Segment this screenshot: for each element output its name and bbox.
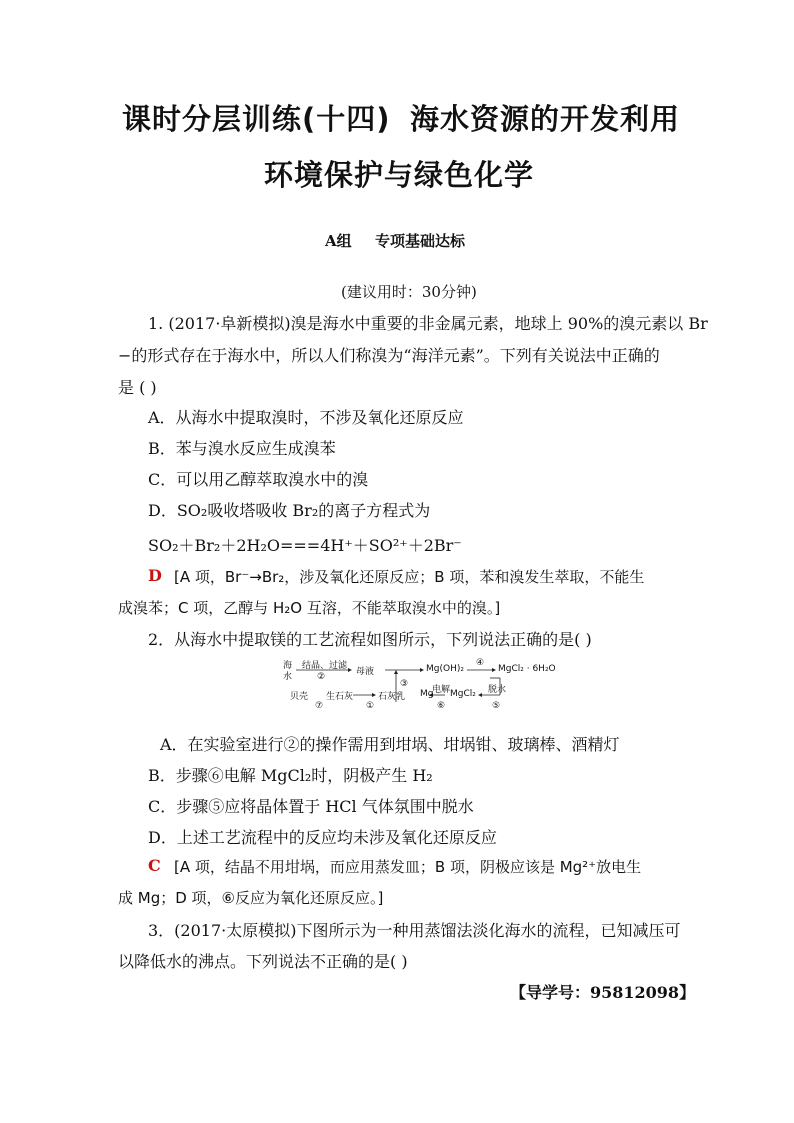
q2-stem: 2．从海水中提取镁的工艺流程如图所示，下列说法正确的是( )	[148, 630, 592, 649]
time-hint: (建议用时：30分钟)	[341, 283, 477, 301]
group-label: A组	[325, 232, 352, 250]
q1-analysis-line1: [A 项，Br⁻→Br₂，涉及氧化还原反应；B 项，苯和溴发生萃取，不能生	[174, 568, 645, 586]
group-name: 专项基础达标	[375, 232, 466, 250]
diagram-dehydrate: 脱水	[488, 685, 507, 695]
q2-answer: C	[148, 856, 161, 875]
q1-option-c: C．可以用乙醇萃取溴水中的溴	[148, 470, 369, 489]
diagram-seawater-bottom: 水	[283, 672, 293, 682]
diagram-quicklime: 生石灰	[326, 692, 354, 702]
diagram-step-crystallize: 结晶、过滤	[302, 661, 348, 671]
diagram-step-4: ④	[476, 658, 485, 668]
q1-option-b: B．苯与溴水反应生成溴苯	[148, 439, 336, 458]
diagram-mgcl2: MgCl₂	[450, 689, 476, 699]
q2-option-a: A．在实验室进行②的操作需用到坩埚、坩埚钳、玻璃棒、酒精灯	[160, 735, 620, 754]
diagram-step-7: ⑦	[315, 701, 324, 711]
diagram-step-2: ②	[317, 672, 326, 682]
diagram-step-3: ③	[400, 679, 409, 689]
page-title-part2: 海水资源的开发利用	[410, 102, 681, 136]
q1-analysis-line2: 成溴苯；C 项，乙醇与 H₂O 互溶，不能萃取溴水中的溴。]	[118, 599, 501, 617]
diagram-step-1: ①	[366, 701, 375, 711]
diagram-mgoh2: Mg(OH)₂	[426, 664, 464, 674]
mg-extraction-diagram	[280, 658, 556, 718]
q1-answer: D	[148, 566, 162, 585]
q2-option-c: C．步骤⑤应将晶体置于 HCl 气体氛围中脱水	[148, 797, 474, 816]
q1-stem-line3: 是 ( )	[118, 378, 157, 397]
q1-option-d: D．SO₂吸收塔吸收 Br₂的离子方程式为	[148, 501, 431, 520]
diagram-electrolysis: 电解	[432, 685, 451, 695]
q2-analysis-line2: 成 Mg；D 项，⑥反应为氧化还原反应。]	[118, 889, 384, 907]
diagram-step-5: ⑤	[492, 701, 501, 711]
diagram-seawater-top: 海	[283, 661, 293, 671]
diagram-step-6: ⑥	[437, 701, 446, 711]
q3-stem-line1: 3．(2017·太原模拟)下图所示为一种用蒸馏法淡化海水的流程，已知减压可	[148, 921, 681, 940]
q1-option-a: A．从海水中提取溴时，不涉及氧化还原反应	[148, 408, 464, 427]
q3-stem-line2: 以降低水的沸点。下列说法不正确的是( )	[118, 952, 408, 971]
q2-option-d: D．上述工艺流程中的反应均未涉及氧化还原反应	[148, 828, 497, 847]
diagram-mother-liquor: 母液	[356, 667, 375, 677]
q2-analysis-line1: [A 项，结晶不用坩埚，而应用蒸发皿；B 项，阴极应该是 Mg²⁺放电生	[174, 858, 642, 876]
diagram-lime-milk: 石灰乳	[378, 692, 406, 702]
page-subtitle: 环境保护与绿色化学	[264, 158, 535, 192]
diagram-mgcl2-hydrate: MgCl₂ · 6H₂O	[498, 664, 556, 674]
q1-stem-line1: 1. (2017·阜新模拟)溴是海水中重要的非金属元素，地球上 90%的溴元素以 Br	[148, 314, 708, 333]
diagram-mg: Mg	[420, 689, 434, 699]
diagram-shell: 贝壳	[290, 692, 309, 702]
q1-equation: SO₂＋Br₂＋2H₂O===4H⁺＋SO²⁺＋2Br⁻	[148, 536, 462, 555]
page-title-part1: 课时分层训练(十四)	[122, 102, 391, 136]
q3-reference-number: 【导学号：95812098】	[510, 983, 696, 1002]
q2-option-b: B．步骤⑥电解 MgCl₂时，阴极产生 H₂	[148, 766, 433, 785]
q1-stem-line2: −的形式存在于海水中，所以人们称溴为“海洋元素”。下列有关说法中正确的	[118, 346, 660, 365]
